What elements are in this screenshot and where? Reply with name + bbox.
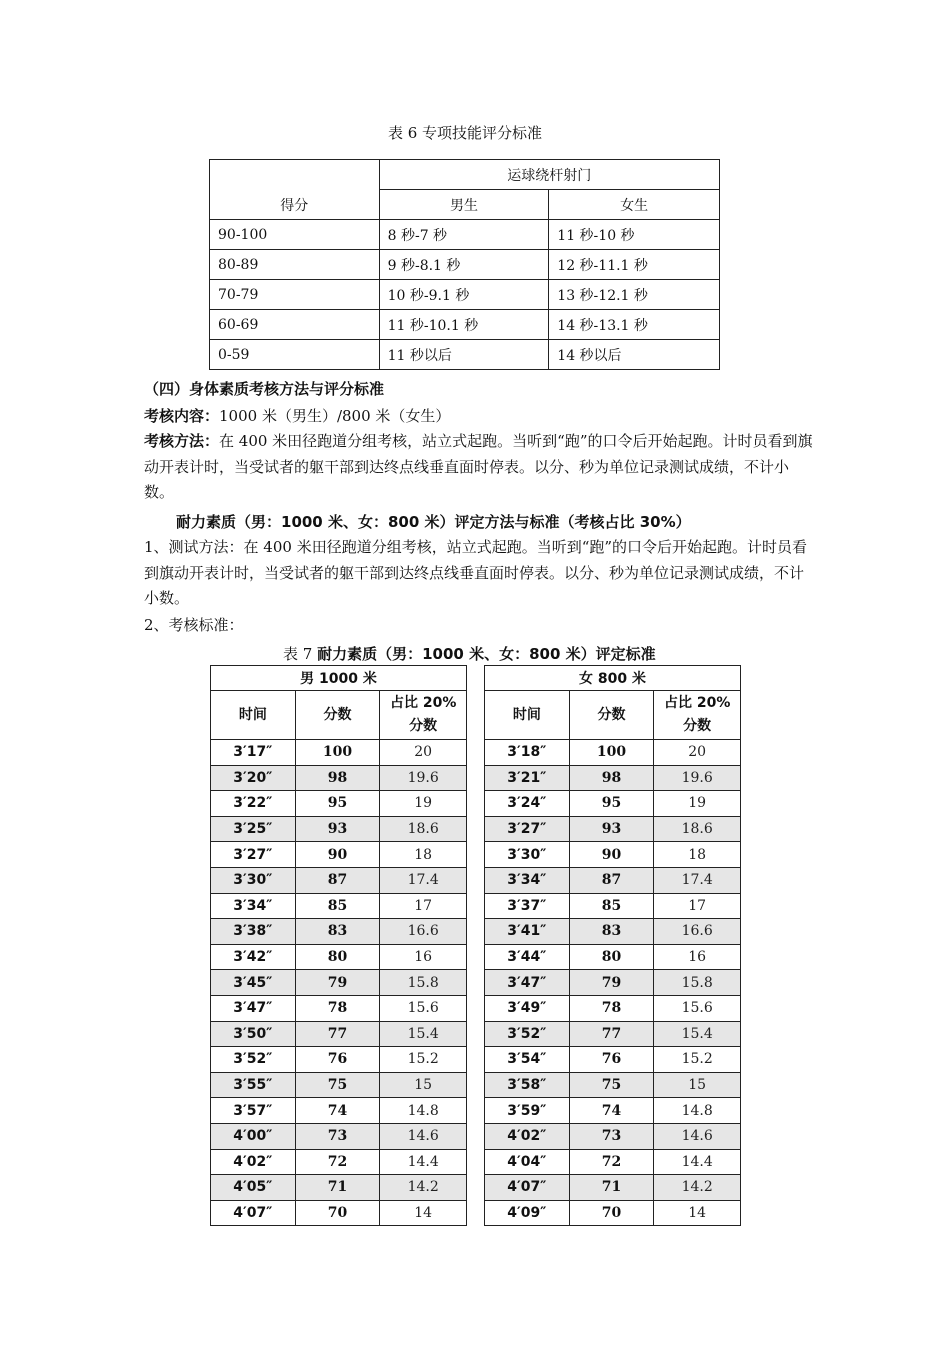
- time-cell: 3′20″: [211, 765, 296, 791]
- score-cell: 73: [569, 1123, 654, 1149]
- pct-cell: 17: [380, 893, 467, 919]
- pct-cell: 16: [654, 944, 741, 970]
- pct-cell: 15.2: [380, 1047, 467, 1073]
- male-cell: 9 秒-8.1 秒: [379, 250, 549, 280]
- table-row: [485, 919, 741, 945]
- table-header-row: [485, 691, 741, 740]
- time-cell: 3′47″: [211, 995, 296, 1021]
- male-1000m-table: [210, 665, 467, 1226]
- table7-caption: [283, 643, 656, 664]
- pct-cell: 19: [380, 791, 467, 817]
- time-cell: 3′22″: [211, 791, 296, 817]
- time-cell: 3′58″: [485, 1072, 570, 1098]
- pct-header-line2: 分数: [409, 718, 438, 734]
- score-cell: 80: [295, 944, 380, 970]
- score-cell: 74: [569, 1098, 654, 1124]
- table-row: [485, 1123, 741, 1149]
- score-cell: 93: [295, 816, 380, 842]
- time-cell: 3′34″: [485, 867, 570, 893]
- table-header-row: [211, 691, 467, 740]
- time-cell: 3′47″: [485, 970, 570, 996]
- table-row: [485, 765, 741, 791]
- pct-cell: 15.8: [380, 970, 467, 996]
- assess-content-label: 考核内容：: [144, 407, 220, 425]
- table-row: [211, 995, 467, 1021]
- table-row: [211, 1200, 467, 1226]
- male-header-cell: 男生: [379, 190, 549, 220]
- time-cell: 3′55″: [211, 1072, 296, 1098]
- time-cell: 3′50″: [211, 1021, 296, 1047]
- time-cell: 3′30″: [485, 842, 570, 868]
- time-cell: 3′44″: [485, 944, 570, 970]
- pct-cell: 17.4: [654, 867, 741, 893]
- time-header: 时间: [485, 691, 570, 740]
- score-cell: 87: [295, 867, 380, 893]
- table-row: [210, 340, 720, 370]
- score-cell: 70: [569, 1200, 654, 1226]
- pct-cell: 15.4: [380, 1021, 467, 1047]
- score-cell: 74: [295, 1098, 380, 1124]
- time-cell: 3′52″: [485, 1021, 570, 1047]
- table-row: [210, 220, 720, 250]
- table-row: [211, 1021, 467, 1047]
- time-cell: 3′49″: [485, 995, 570, 1021]
- skill-score-table: [209, 159, 720, 370]
- table-row: [211, 919, 467, 945]
- female-cell: 14 秒以后: [549, 340, 720, 370]
- time-header: 时间: [211, 691, 296, 740]
- table-row: [485, 740, 741, 766]
- assess-method-paragraph: [144, 429, 814, 506]
- table-row: [485, 842, 741, 868]
- standard-label: 2、考核标准：: [144, 616, 244, 634]
- table-row: [211, 765, 467, 791]
- pct-cell: 18.6: [380, 816, 467, 842]
- pct-cell: 14: [380, 1200, 467, 1226]
- table-header-row: [210, 160, 720, 190]
- pct-cell: 17: [654, 893, 741, 919]
- pct-cell: 19.6: [654, 765, 741, 791]
- pct-cell: 18: [380, 842, 467, 868]
- pct-cell: 14.6: [380, 1123, 467, 1149]
- female-table-title: 女 800 米: [485, 666, 741, 691]
- pct-cell: 14.4: [380, 1149, 467, 1175]
- table-row: [485, 1021, 741, 1047]
- score-cell: 0-59: [210, 340, 380, 370]
- table-row: [211, 1047, 467, 1073]
- pct-cell: 17.4: [380, 867, 467, 893]
- score-cell: 72: [295, 1149, 380, 1175]
- pct-cell: 15: [380, 1072, 467, 1098]
- assess-content-text: 1000 米（男生）/800 米（女生）: [219, 407, 451, 425]
- pct-cell: 14.6: [654, 1123, 741, 1149]
- dribble-group-header: 运球绕杆射门: [379, 160, 719, 190]
- assess-method-text: 在 400 米田径跑道分组考核，站立式起跑。当听到“跑”的口令后开始起跑。计时员看到旗动开表计时，当受试者的躯干部到达终点线垂直面时停表。以分、秒为单位记录测试成绩，不计小数。: [144, 432, 813, 501]
- pct-cell: 14.2: [380, 1175, 467, 1201]
- table-row: [485, 893, 741, 919]
- pct-cell: 14.4: [654, 1149, 741, 1175]
- table-title-row: [211, 666, 467, 691]
- table-row: [211, 944, 467, 970]
- pct-cell: 14.2: [654, 1175, 741, 1201]
- score-cell: 70: [295, 1200, 380, 1226]
- pct-cell: 15.6: [380, 995, 467, 1021]
- time-cell: 4′00″: [211, 1123, 296, 1149]
- female-cell: 11 秒-10 秒: [549, 220, 720, 250]
- table-row: [210, 310, 720, 340]
- female-cell: 13 秒-12.1 秒: [549, 280, 720, 310]
- table-row: [211, 1175, 467, 1201]
- table-row: [211, 842, 467, 868]
- table-title-row: [485, 666, 741, 691]
- table-row: [211, 1072, 467, 1098]
- table-row: [211, 791, 467, 817]
- table6-body: [210, 220, 720, 370]
- score-cell: 79: [569, 970, 654, 996]
- section4-heading: （四）身体素质考核方法与评分标准: [144, 380, 385, 398]
- assess-content-paragraph: [144, 404, 814, 430]
- pct-cell: 14.8: [654, 1098, 741, 1124]
- time-cell: 3′24″: [485, 791, 570, 817]
- male-cell: 11 秒-10.1 秒: [379, 310, 549, 340]
- table-row: [485, 1047, 741, 1073]
- score-cell: 76: [295, 1047, 380, 1073]
- table7-caption-title: 耐力素质（男：1000 米、女：800 米）评定标准: [317, 645, 656, 663]
- score-cell: 100: [295, 740, 380, 766]
- pct-cell: 14: [654, 1200, 741, 1226]
- table-row: [210, 280, 720, 310]
- pct-cell: 15.8: [654, 970, 741, 996]
- test-method-paragraph: 1、测试方法：在 400 米田径跑道分组考核，站立式起跑。当听到“跑”的口令后开始起跑。计时员看到旗动开表计时，当受试者的躯干部到达终点线垂直面时停表。以分、秒为单位记录测试成绩，不计小数。: [144, 538, 808, 607]
- score-cell: 83: [295, 919, 380, 945]
- score-cell: 90: [295, 842, 380, 868]
- table-row: [485, 944, 741, 970]
- score-cell: 76: [569, 1047, 654, 1073]
- pct-cell: 18: [654, 842, 741, 868]
- table-row: [211, 1123, 467, 1149]
- table-row: [485, 970, 741, 996]
- table-row: [485, 1200, 741, 1226]
- time-cell: 3′17″: [211, 740, 296, 766]
- assess-method-label: 考核方法：: [144, 432, 220, 450]
- score-header-cell: 得分: [210, 160, 380, 220]
- score-cell: 98: [569, 765, 654, 791]
- score-cell: 90-100: [210, 220, 380, 250]
- table-row: [211, 893, 467, 919]
- score-cell: 79: [295, 970, 380, 996]
- time-cell: 3′42″: [211, 944, 296, 970]
- male-cell: 8 秒-7 秒: [379, 220, 549, 250]
- time-cell: 3′37″: [485, 893, 570, 919]
- pct-cell: 15.2: [654, 1047, 741, 1073]
- pct-header-line1: 占比 20%: [389, 695, 457, 711]
- male-cell: 10 秒-9.1 秒: [379, 280, 549, 310]
- table-row: [485, 816, 741, 842]
- time-cell: 3′27″: [485, 816, 570, 842]
- pct-cell: 15.6: [654, 995, 741, 1021]
- time-cell: 4′07″: [211, 1200, 296, 1226]
- score-cell: 71: [569, 1175, 654, 1201]
- pct-cell: 16.6: [654, 919, 741, 945]
- pct-cell: 18.6: [654, 816, 741, 842]
- score-cell: 75: [569, 1072, 654, 1098]
- pct-cell: 19.6: [380, 765, 467, 791]
- time-cell: 4′07″: [485, 1175, 570, 1201]
- score-cell: 95: [569, 791, 654, 817]
- female-cell: 14 秒-13.1 秒: [549, 310, 720, 340]
- time-cell: 3′41″: [485, 919, 570, 945]
- table-row: [210, 250, 720, 280]
- time-cell: 3′27″: [211, 842, 296, 868]
- score-cell: 77: [569, 1021, 654, 1047]
- score-cell: 95: [295, 791, 380, 817]
- table-row: [211, 816, 467, 842]
- female-cell: 12 秒-11.1 秒: [549, 250, 720, 280]
- score-cell: 60-69: [210, 310, 380, 340]
- pct-cell: 15.4: [654, 1021, 741, 1047]
- time-cell: 3′18″: [485, 740, 570, 766]
- score-cell: 98: [295, 765, 380, 791]
- table-row: [211, 1098, 467, 1124]
- time-cell: 3′30″: [211, 867, 296, 893]
- table-row: [211, 970, 467, 996]
- pct-cell: 20: [380, 740, 467, 766]
- pct-header: [654, 691, 741, 740]
- score-cell: 72: [569, 1149, 654, 1175]
- pct-cell: 16: [380, 944, 467, 970]
- female-800m-table: [484, 665, 741, 1226]
- endurance-heading: 耐力素质（男：1000 米、女：800 米）评定方法与标准（考核占比 30%）: [176, 513, 691, 531]
- table-row: [485, 995, 741, 1021]
- pct-cell: 14.8: [380, 1098, 467, 1124]
- time-cell: 3′54″: [485, 1047, 570, 1073]
- table-row: [485, 867, 741, 893]
- score-cell: 71: [295, 1175, 380, 1201]
- female-table-body: [485, 740, 741, 1226]
- score-cell: 83: [569, 919, 654, 945]
- score-cell: 85: [569, 893, 654, 919]
- table-row: [211, 1149, 467, 1175]
- table-row: [211, 867, 467, 893]
- time-cell: 4′02″: [211, 1149, 296, 1175]
- table-row: [485, 791, 741, 817]
- time-cell: 4′04″: [485, 1149, 570, 1175]
- pct-header-line2: 分数: [683, 718, 712, 734]
- pct-header-line1: 占比 20%: [663, 695, 731, 711]
- table-row: [485, 1098, 741, 1124]
- score-cell: 78: [295, 995, 380, 1021]
- time-cell: 3′25″: [211, 816, 296, 842]
- score-cell: 93: [569, 816, 654, 842]
- female-header-cell: 女生: [549, 190, 720, 220]
- time-cell: 3′59″: [485, 1098, 570, 1124]
- score-cell: 80-89: [210, 250, 380, 280]
- time-cell: 4′05″: [211, 1175, 296, 1201]
- time-cell: 3′57″: [211, 1098, 296, 1124]
- time-cell: 4′09″: [485, 1200, 570, 1226]
- score-cell: 85: [295, 893, 380, 919]
- male-table-title: 男 1000 米: [211, 666, 467, 691]
- pct-cell: 15: [654, 1072, 741, 1098]
- table6-caption: 表 6 专项技能评分标准: [387, 124, 543, 142]
- male-cell: 11 秒以后: [379, 340, 549, 370]
- time-cell: 3′38″: [211, 919, 296, 945]
- pct-header: [380, 691, 467, 740]
- score-header: 分数: [295, 691, 380, 740]
- score-cell: 78: [569, 995, 654, 1021]
- table7-caption-prefix: 表 7: [283, 645, 318, 663]
- male-table-body: [211, 740, 467, 1226]
- pct-cell: 20: [654, 740, 741, 766]
- score-cell: 80: [569, 944, 654, 970]
- score-cell: 73: [295, 1123, 380, 1149]
- table-row: [211, 740, 467, 766]
- table-row: [485, 1072, 741, 1098]
- time-cell: 3′52″: [211, 1047, 296, 1073]
- pct-cell: 16.6: [380, 919, 467, 945]
- time-cell: 4′02″: [485, 1123, 570, 1149]
- score-header: 分数: [569, 691, 654, 740]
- time-cell: 3′34″: [211, 893, 296, 919]
- table-row: [485, 1175, 741, 1201]
- score-cell: 75: [295, 1072, 380, 1098]
- score-cell: 87: [569, 867, 654, 893]
- score-cell: 77: [295, 1021, 380, 1047]
- score-cell: 70-79: [210, 280, 380, 310]
- time-cell: 3′45″: [211, 970, 296, 996]
- table-row: [485, 1149, 741, 1175]
- time-cell: 3′21″: [485, 765, 570, 791]
- pct-cell: 19: [654, 791, 741, 817]
- score-cell: 100: [569, 740, 654, 766]
- score-cell: 90: [569, 842, 654, 868]
